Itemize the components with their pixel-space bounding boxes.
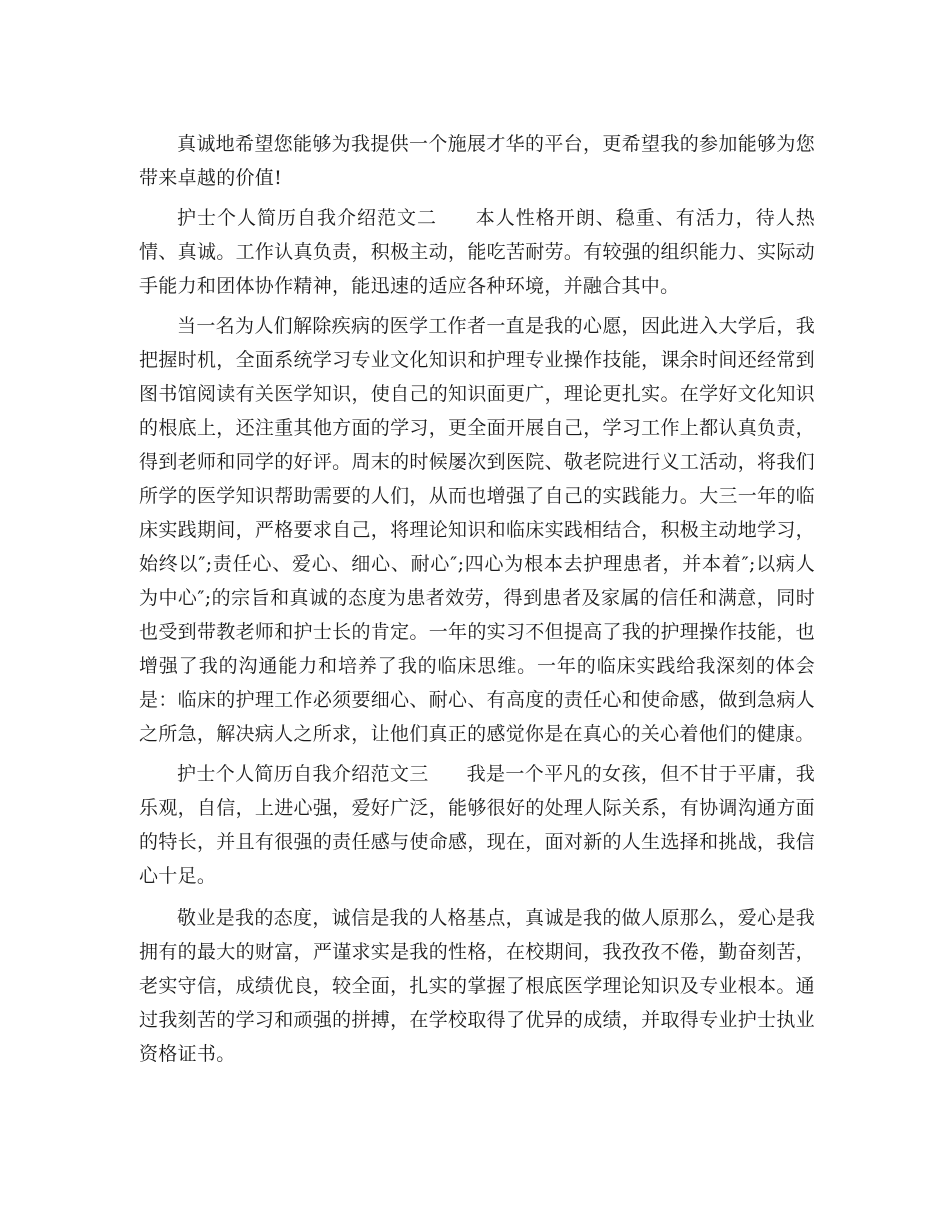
paragraph-text: 真诚地希望您能够为我提供一个施展才华的平台，更希望我的参加能够为您带来卓越的价值! <box>139 133 815 189</box>
paragraph-closing-wish <box>139 127 815 195</box>
paragraph-text: 当一名为人们解除疾病的医学工作者一直是我的心愿，因此进入大学后，我把握时机，全面系统学习专业文化知识和护理专业操作技能，课余时间还经常到图书馆阅读有关医学知识，使自己的知识面更广，理论更扎实。在学好文化知识的根底上，还注重其他方面的学习，更全面开展自己，学习工作上都认真负责，得到老师和同学的好评。周末的时候屡次到医院、敬老院进行义工活动，将我们所学的医学知识帮助需要的人们，从而也增强了自己的实践能力。大三一年的临床实践期间，严格要求自己，将理论知识和临床实践相结合，积极主动地学习，始终以″;责任心、爱心、细心、耐心″;四心为根本去护理患者，并本着″;以病人为中心″;的宗旨和真诚的态度为患者效劳，得到患者及家属的信任和满意，同时也受到带教老师和护士长的肯定。一年的实习不但提高了我的护理操作技能，也增强了我的沟通能力和培养了我的临床思维。一年的临床实践给我深刻的体会是：临床的护理工作必须要细心、耐心、有高度的责任心和使命感，做到急病人之所急，解决病人之所求，让他们真正的感觉你是在真心的关心着他们的健康。 <box>139 315 815 745</box>
document-body <box>139 127 815 1071</box>
paragraph-sample-three <box>139 757 815 893</box>
paragraph-work-attitude <box>139 901 815 1071</box>
section-heading: 护士个人简历自我介绍范文二 <box>177 207 437 229</box>
paragraph-text: 敬业是我的态度，诚信是我的人格基点，真诚是我的做人原那么，爱心是我拥有的最大的财富，严谨求实是我的性格，在校期间，我孜孜不倦，勤奋刻苦，老实守信，成绩优良，较全面，扎实的掌握了根底医学理论知识及专业根本。通过我刻苦的学习和顽强的拼搏，在学校取得了优异的成绩，并取得专业护士执业资格证书。 <box>139 907 815 1065</box>
paragraph-text: 本人性格开朗、稳重、有活力，待人热情、真诚。工作认真负责，积极主动，能吃苦耐劳。有较强的组织能力、实际动手能力和团体协作精神，能迅速的适应各种环境，并融合其中。 <box>139 207 815 297</box>
paragraph-text: 我是一个平凡的女孩，但不甘于平庸，我乐观，自信，上进心强，爱好广泛，能够很好的处理人际关系，有协调沟通方面的特长，并且有很强的责任感与使命感，现在，面对新的人生选择和挑战，我信心十足。 <box>139 763 815 887</box>
section-heading: 护士个人简历自我介绍范文三 <box>177 763 429 785</box>
paragraph-sample-two <box>139 201 815 303</box>
paragraph-experience <box>139 309 815 751</box>
